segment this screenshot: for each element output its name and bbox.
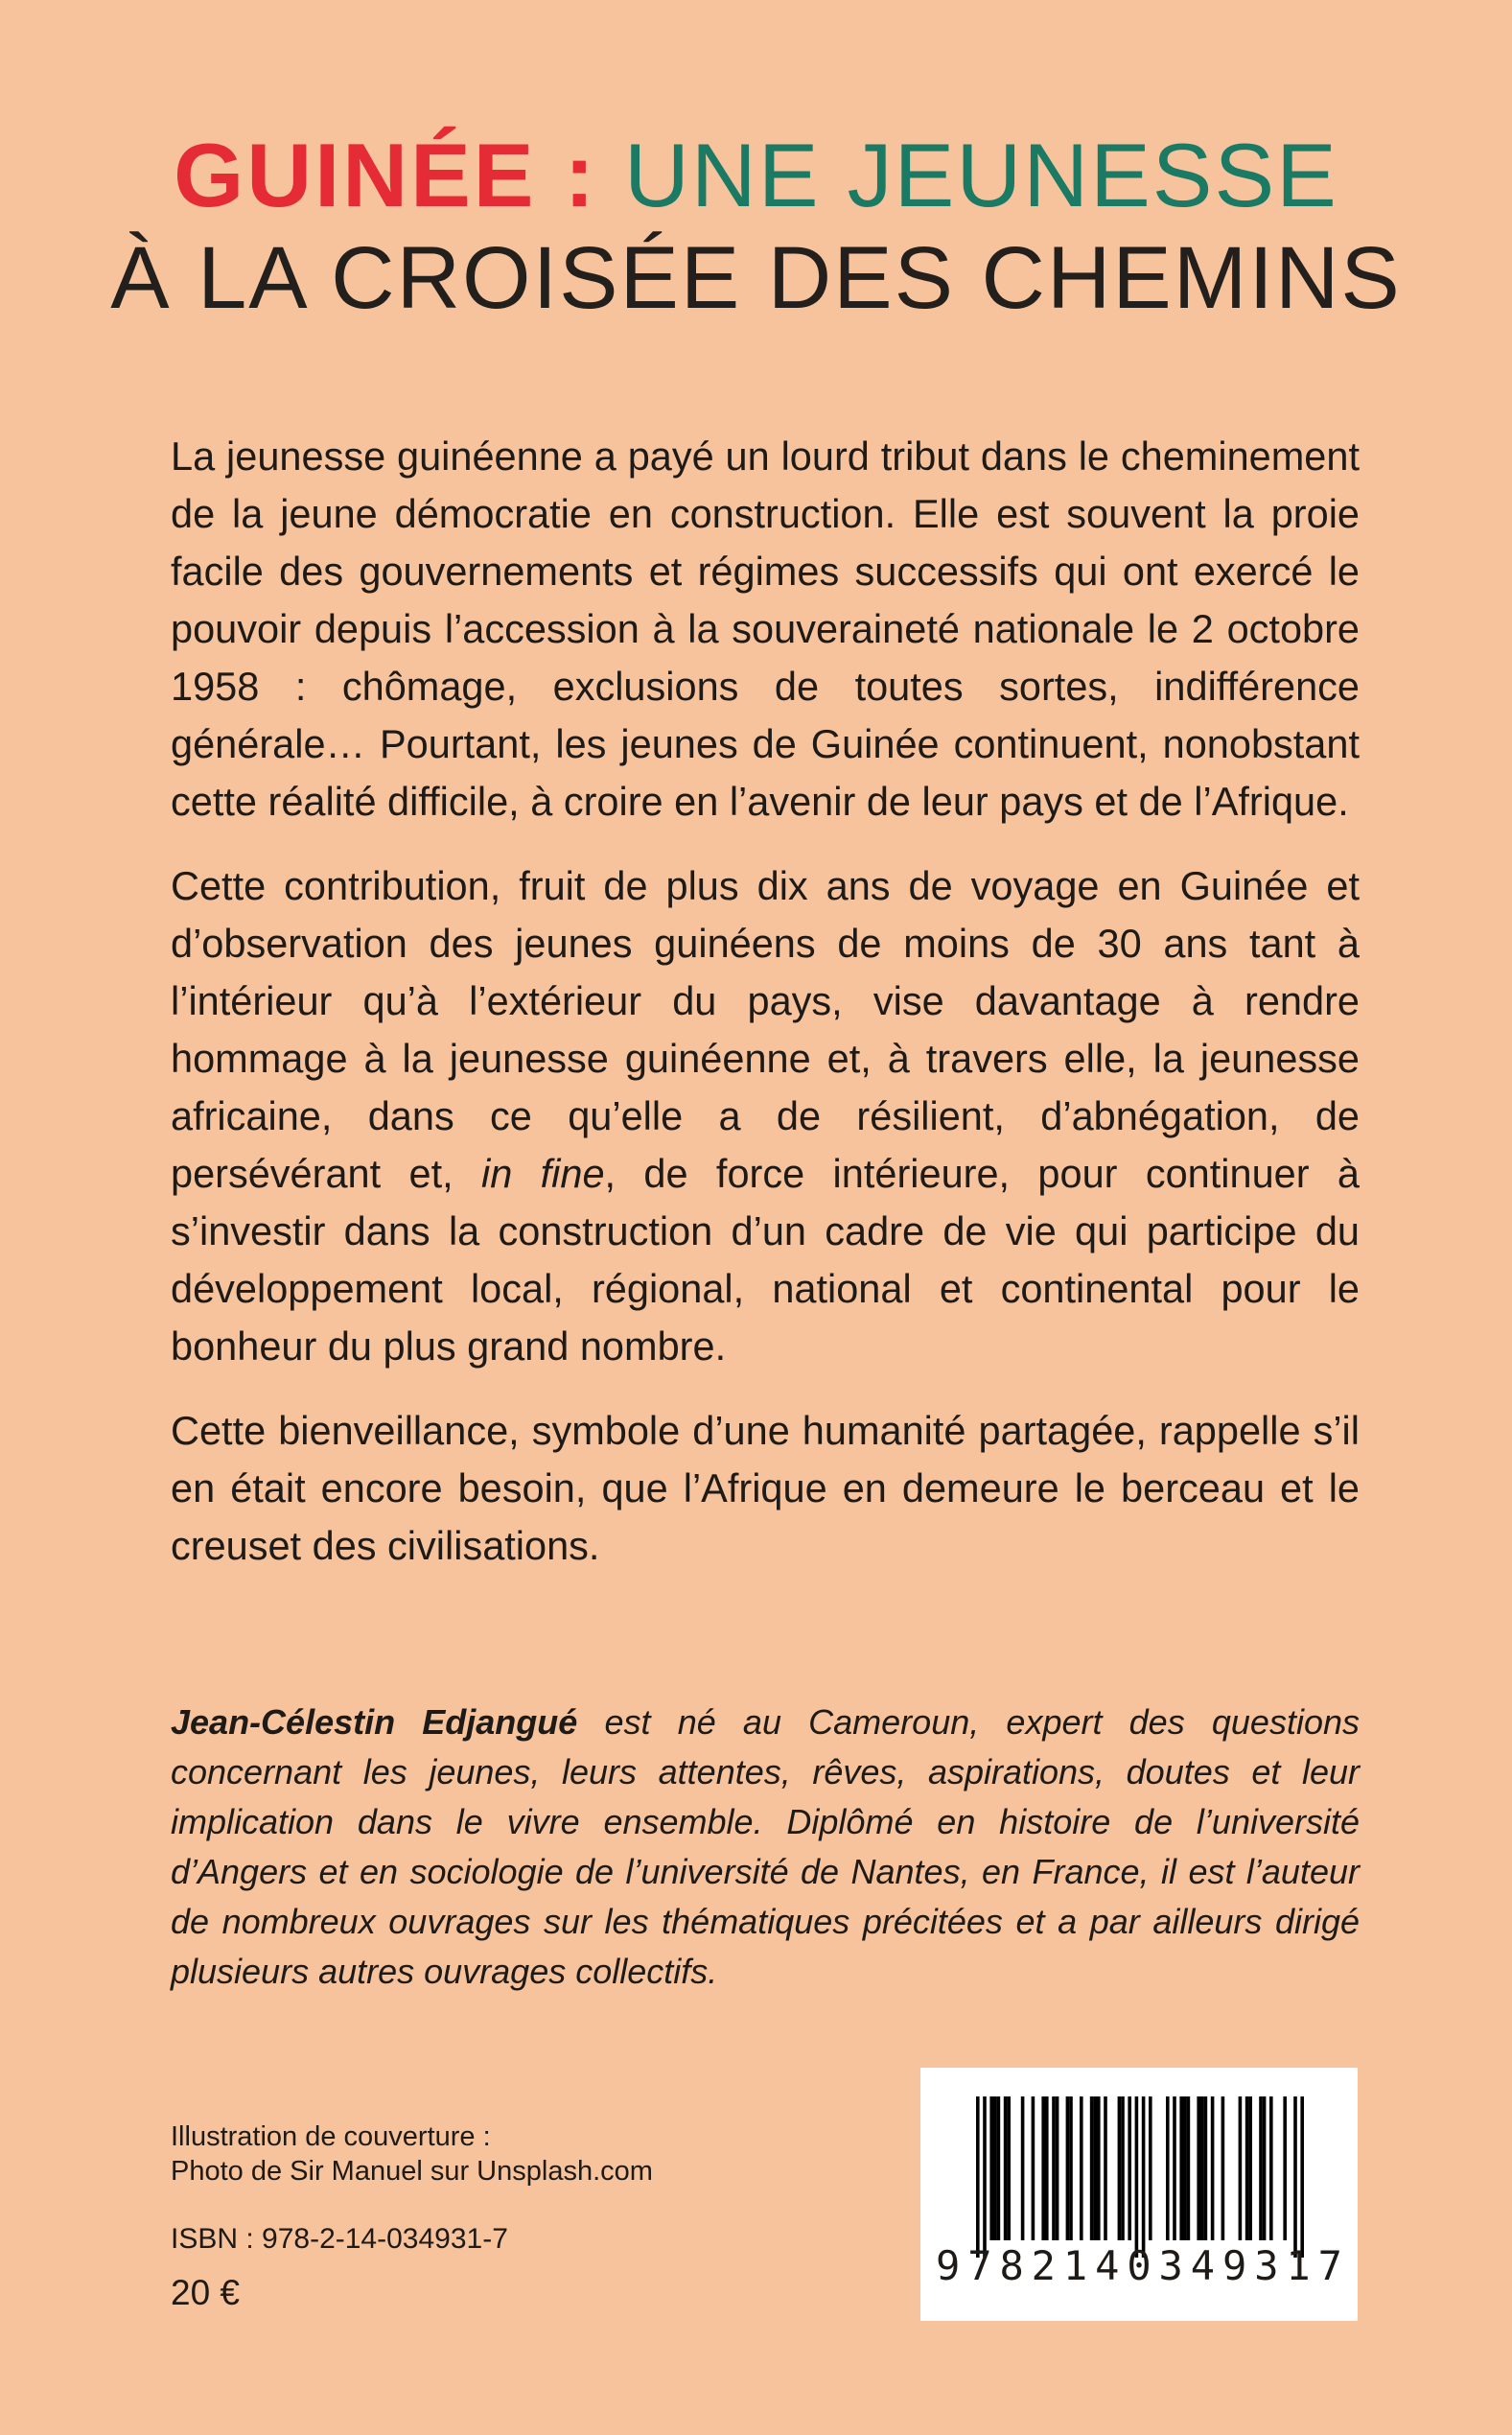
- barcode-bar: [976, 2096, 980, 2258]
- blurb-paragraph-1: La jeunesse guinéenne a payé un lourd tribut dans le cheminement de la jeune démocratie en construction. Elle est souvent la proie facile des gouvernements et régimes successifs qui ont exercé le pouvoir depuis l’accession à la souveraineté nationale le 2 octobre 1958 : chômage, exclusions de toutes sortes, indifférence générale… Pourtant, les jeunes de Guinée continuent, nonobstant cette réalité difficile, à croire en l’avenir de leur pays et de l’Afrique.: [171, 433, 1360, 824]
- barcode-digits: [936, 2242, 1342, 2289]
- barcode-bar: [997, 2096, 1001, 2240]
- barcode-bar: [1197, 2096, 1200, 2240]
- barcode-bar: [1221, 2096, 1225, 2240]
- barcode-bar: [1041, 2096, 1045, 2240]
- isbn: ISBN : 978-2-14-034931-7: [171, 2223, 508, 2255]
- barcode-bar: [1200, 2096, 1204, 2240]
- barcode-bar: [1293, 2096, 1297, 2258]
- barcode-bar: [1183, 2096, 1187, 2240]
- blurb-paragraph-2: [171, 857, 1360, 1375]
- barcode-digit: 9: [936, 2242, 961, 2289]
- barcode-bar: [1135, 2096, 1139, 2258]
- blurb-paragraph-2-start: Cette contribution, fruit de plus dix ans de voyage en Guinée et d’observation des jeunes guinéens de moins de 30 ans tant à l’intérieur qu’à l’extérieur du pays, vise davantage à rendre hommage à la jeunesse guinéenne et, à travers elle, la jeunesse africaine, dans ce qu’elle a de résilient, d’abnégation, de persévérant et,: [171, 863, 1360, 1196]
- title-line-2: À LA CROISÉE DES CHEMINS: [110, 229, 1402, 327]
- barcode-bar: [1121, 2096, 1125, 2240]
- barcode-bar: [1269, 2096, 1273, 2240]
- barcode-bar: [1142, 2096, 1146, 2258]
- barcode-digit: 1: [1062, 2242, 1088, 2289]
- barcode-bar: [1187, 2096, 1191, 2240]
- barcode-bar: [1149, 2096, 1152, 2240]
- barcode-digit: 1: [1286, 2242, 1311, 2289]
- cover-credits: [171, 2119, 842, 2189]
- barcode-bar: [1166, 2096, 1170, 2240]
- barcode-bar: [1259, 2096, 1263, 2240]
- price: 20 €: [171, 2273, 241, 2312]
- title-subject: UNE JEUNESSE: [624, 125, 1338, 225]
- barcode-digit: 4: [1190, 2242, 1216, 2289]
- barcode-bar: [1118, 2096, 1122, 2240]
- barcode-bar: [1090, 2096, 1094, 2240]
- barcode-digit: 7: [967, 2242, 992, 2289]
- barcode-bar: [1004, 2096, 1008, 2240]
- barcode-bar: [1066, 2096, 1070, 2240]
- blurb-paragraph-2-end: , de force intérieure, pour continuer à s’investir dans la construction d’un cadre de vie qui participe du développement local, régional, national et continental pour le bonheur du plus grand nombre.: [171, 1151, 1360, 1369]
- barcode-digit: 8: [999, 2242, 1024, 2289]
- barcode-bar: [1069, 2096, 1073, 2240]
- barcode-bar: [1283, 2096, 1287, 2240]
- barcode-bar: [1173, 2096, 1176, 2240]
- barcode-bar: [1032, 2096, 1035, 2240]
- barcode-bar: [1300, 2096, 1304, 2258]
- credits-line-2: Photo de Sir Manuel sur Unsplash.com: [171, 2156, 653, 2187]
- barcode-bar: [1128, 2096, 1131, 2240]
- barcode-bar: [1097, 2096, 1101, 2240]
- barcode-bar: [1021, 2096, 1025, 2240]
- barcode-bar: [1093, 2096, 1097, 2240]
- barcode-digit: 4: [1095, 2242, 1120, 2289]
- barcode-digit: 7: [1317, 2242, 1342, 2289]
- author-name: Jean-Célestin Edjangué: [171, 1702, 578, 1742]
- blurb-italic-phrase: in fine: [480, 1151, 605, 1196]
- book-title: [0, 123, 1512, 328]
- barcode-digit: 0: [1127, 2242, 1151, 2289]
- author-bio: [171, 1697, 1360, 1997]
- barcode-bar: [1204, 2096, 1208, 2240]
- credits-line-1: Illustration de couverture :: [171, 2121, 491, 2152]
- barcode-digit: 3: [1158, 2242, 1183, 2289]
- barcode-digit: 9: [1221, 2242, 1247, 2289]
- barcode-bar: [993, 2096, 997, 2240]
- author-bio-text: est né au Cameroun, expert des questions concernant les jeunes, leurs attentes, rêves, aspirations, doutes et leur implication dans le vivre ensemble. Diplômé en histoire de l’université d’Angers et en sociologie de l’université de Nantes, en France, il est l’auteur de nombreux ouvrages sur les thématiques précitées et a par ailleurs dirigé plusieurs autres ouvrages collectifs.: [171, 1702, 1360, 1991]
- barcode-bar: [1104, 2096, 1107, 2240]
- title-line-1: [0, 123, 1512, 228]
- barcode-bar: [1248, 2096, 1252, 2240]
- barcode: [920, 2068, 1358, 2321]
- barcode-digit: 2: [1031, 2242, 1056, 2289]
- barcode-bar: [1239, 2096, 1243, 2240]
- barcode-bar: [989, 2096, 993, 2240]
- barcode-bar: [1211, 2096, 1215, 2240]
- title-country: GUINÉE :: [174, 125, 597, 225]
- barcode-digit: 3: [1254, 2242, 1279, 2289]
- barcode-bar: [1245, 2096, 1249, 2240]
- barcode-bar: [1052, 2096, 1056, 2240]
- barcode-bar: [1007, 2096, 1011, 2240]
- barcode-bar: [983, 2096, 987, 2258]
- barcode-bar: [1179, 2096, 1183, 2240]
- barcode-bar: [1045, 2096, 1049, 2240]
- barcode-bar: [1263, 2096, 1267, 2240]
- barcode-bar: [1056, 2096, 1059, 2240]
- blurb-paragraph-3: Cette bienveillance, symbole d’une humanité partagée, rappelle s’il en était encore besoin, que l’Afrique en demeure le berceau et le creuset des civilisations.: [171, 1408, 1360, 1568]
- barcode-bar: [1080, 2096, 1083, 2240]
- back-cover-blurb: [171, 428, 1360, 1602]
